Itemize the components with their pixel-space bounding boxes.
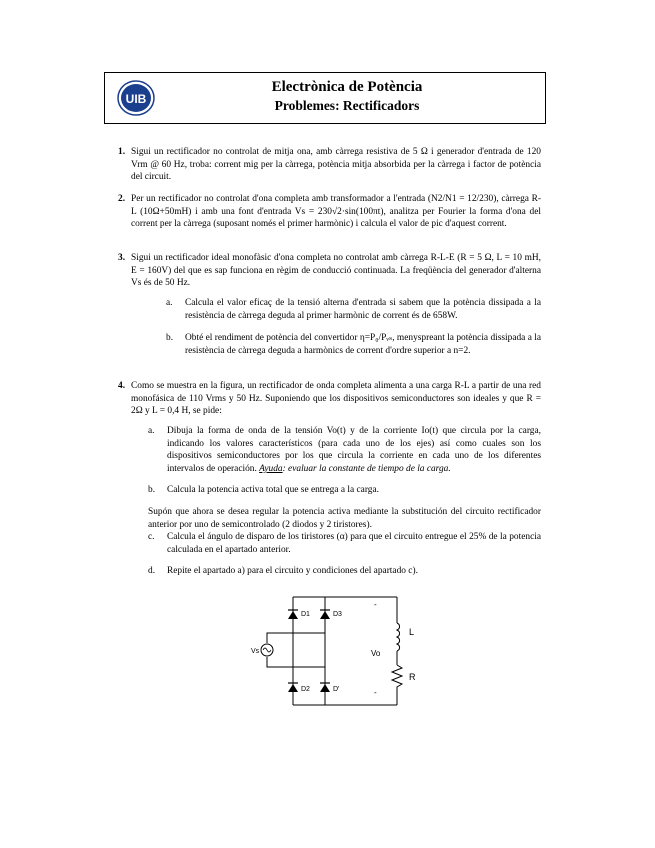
problem-text: Como se muestra en la figura, un rectificador de onda completa alimenta a una carga R-L a partir de una red monofásica de 110 Vrms y 50 Hz. Suponiendo que los dispositivos semiconductores son ideales y que R = 2Ω y L = 0,4 H, se pide:	[131, 381, 541, 417]
item-label: c.	[148, 532, 155, 542]
problem-4-item-a	[148, 425, 541, 475]
problem-4-item-b	[148, 484, 541, 497]
item-text: Repite el apartado a) para el circuito y condiciones del apartado c).	[167, 566, 418, 576]
problem-3-item-b	[166, 332, 541, 357]
item-text: Calcula el valor eficaç de la tensió alterna d'entrada si sabem que la potència dissipada a la resistència de càrrega deguda al primer harmònic de corrent és de 658W.	[185, 298, 541, 321]
page-subtitle: Problemes: Rectificadors	[274, 98, 420, 113]
label-r: R	[409, 672, 416, 682]
item-label: a.	[166, 298, 173, 308]
label-vo: Vo	[371, 649, 381, 658]
resistor-symbol	[392, 665, 402, 689]
item-text: Calcula el ángulo de disparo de los tiristores (α) para que el circuito entregue el 25% de la potencia calculada en el apartado anterior.	[167, 532, 541, 555]
label-d2: D2	[301, 686, 310, 693]
problem-4-item-c	[148, 531, 541, 556]
hint-text: : evaluar la constante de tiempo de la carga.	[282, 463, 451, 474]
item-label: b.	[148, 485, 156, 495]
problem-text: Sigui un rectificador no controlat de mitja ona, amb càrrega resistiva de 5 Ω i generador d'entrada de 120 Vrm @ 60 Hz, troba: corrent mig per la càrrega, potència mitja absorbida per la càrrega i factor de potència del circuit.	[131, 147, 541, 183]
item-text: Obté el rendiment de potència del convertidor η=P₀/Pᵥₛ, menyspreant la potència dissipada a la resistència de càrrega deguda a harmònics de corrent d'ordre superior a n=2.	[185, 333, 541, 356]
problem-number: 1.	[118, 147, 126, 157]
problem-text: Per un rectificador no controlat d'ona completa amb transformador a l'entrada (N2/N1 = 12/230), càrrega R-L (10Ω+50mH) i amb una font d'entrada Vs = 230√2·sin(100πt), analitza per Fourier la forma d'ona del corrent per la càrrega (suposant només el primer harmònic) i calcula el valor de pic d'aquest corrent.	[131, 194, 541, 230]
label-l: L	[409, 627, 415, 637]
label-plus: -	[374, 600, 377, 609]
problem-number: 3.	[118, 253, 126, 263]
item-text: Calcula la potencia activa total que se entrega a la carga.	[167, 485, 379, 495]
problem-2	[118, 193, 541, 231]
problem-4-item-d	[148, 565, 541, 578]
label-d4: D'	[333, 686, 340, 693]
item-label: a.	[148, 426, 155, 436]
item-label: b.	[166, 333, 174, 343]
item-text: Dibuja la forma de onda de la tensión Vo(t) y de la corriente Io(t) que circula por la carga, indicando los valores característicos (para cada uno de los ejes) así como cuales son los dispositivos semiconductores por los que circula la corriente en cada uno de los diferentes intervalos de operación.	[167, 426, 541, 474]
rectifier-circuit	[245, 585, 430, 720]
problem-text: Sigui un rectificador ideal monofàsic d'ona completa no controlat amb càrrega R-L-E (R = 5 Ω, L = 10 mH, E = 160V) del que es sap funciona en règim de conducció continuada. La freqüència del generador d'alterna Vs és de 50 Hz.	[131, 253, 541, 289]
document-header	[104, 72, 546, 124]
label-minus: -	[374, 688, 377, 697]
hint-label: Ayuda	[259, 463, 283, 474]
logo-text: UIB	[125, 92, 147, 106]
label-d3: D3	[333, 611, 342, 618]
diode-d2-symbol	[288, 683, 298, 692]
ac-source-symbol	[261, 644, 273, 656]
item-label: d.	[148, 566, 156, 576]
inductor-symbol	[397, 623, 400, 651]
diode-d1-symbol	[288, 610, 298, 619]
problem-1	[118, 146, 541, 184]
diode-d4-symbol	[320, 683, 330, 692]
label-d1: D1	[301, 611, 310, 618]
problem-4	[118, 380, 541, 418]
problem-3-item-a	[166, 297, 541, 322]
problem-4-paragraph: Supón que ahora se desea regular la potencia activa mediante la substitución del circuito rectificador anterior por uno de semicontrolado (2 diodos y 2 tiristores).	[148, 507, 541, 530]
page-title: Electrònica de Potència	[271, 79, 423, 95]
hint	[259, 464, 451, 474]
problem-3	[118, 252, 541, 290]
problem-number: 2.	[118, 194, 126, 204]
diode-d3-symbol	[320, 610, 330, 619]
problem-number: 4.	[118, 381, 126, 391]
label-vs: Vs	[251, 648, 260, 655]
